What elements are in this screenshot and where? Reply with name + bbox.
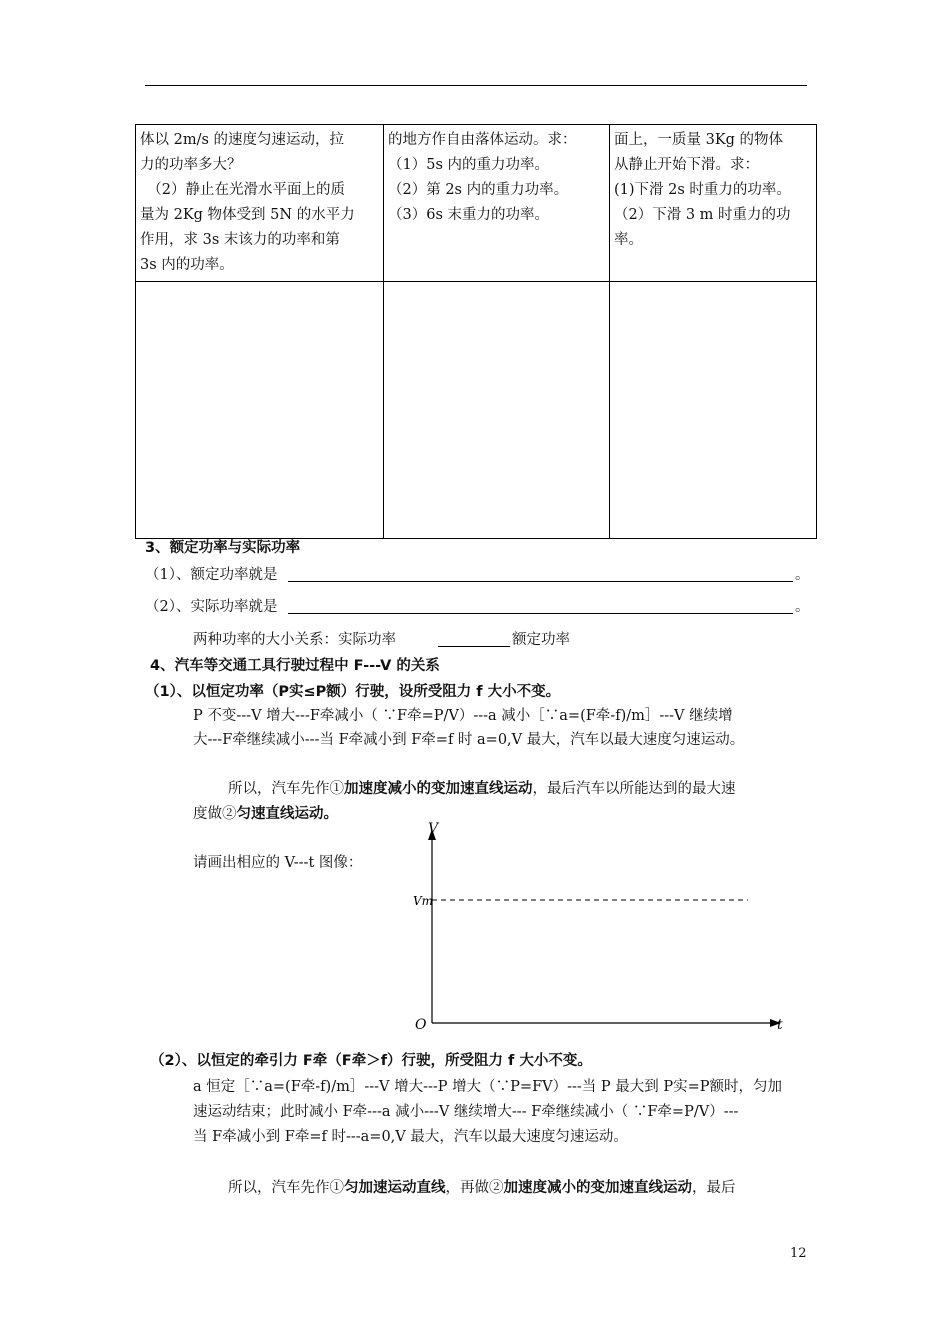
actual-power-label: （2）、实际功率就是 [145, 599, 278, 615]
cell-text: 面上，一质量 3Kg 的物体 [614, 132, 784, 148]
cell-text: 力的功率多大？ [140, 157, 242, 173]
origin-label: O [415, 1017, 427, 1033]
answer-cell-1[interactable] [136, 282, 384, 539]
cell-text: 的地方作自由落体运动。求： [388, 132, 577, 148]
period: 。 [795, 567, 810, 583]
page-number: 12 [790, 1246, 807, 1261]
conclusion-text: ，最后 [692, 1180, 736, 1196]
cell-text: 体以 2m/s 的速度匀速运动，拉 [140, 132, 345, 148]
conclusion-emphasis: 加速度减小的变加速直线运动 [503, 1180, 692, 1196]
t-axis-label: t [777, 1017, 783, 1033]
cell-text: （1）5s 内的重力功率。 [388, 157, 550, 173]
conclusion-emphasis: 加速度减小的变加速直线运动 [344, 781, 533, 797]
vt-graph[interactable] [405, 815, 795, 1040]
problems-table [135, 124, 817, 539]
sub1-line: 大---F牵继续减小---当 F牵减小到 F牵=f 时 a=0,V 最大，汽车以最大速度匀速运动。 [193, 732, 745, 748]
conclusion-emphasis: 匀速直线运动。 [236, 806, 338, 822]
sub2-conclusion [228, 1178, 736, 1198]
problems-row [136, 125, 817, 282]
graph-prompt: 请画出相应的 V---t 图像： [193, 855, 363, 871]
rated-power-blank[interactable] [288, 581, 793, 582]
cell-text: （3）6s 末重力的功率。 [388, 207, 550, 223]
conclusion-text: 度做② [193, 806, 237, 822]
cell-text: 作用，求 3s 末该力的功率和第 [140, 232, 340, 248]
sub1-conclusion-line2 [193, 804, 338, 824]
relation-prefix: 两种功率的大小关系：实际功率 [193, 632, 396, 648]
actual-power-blank[interactable] [288, 613, 793, 614]
cell-text: 3s 内的功率。 [140, 257, 234, 273]
cell-text: （2）第 2s 内的重力功率。 [388, 182, 569, 198]
sub2-line: 速运动结束；此时减小 F牵---a 减小---V 继续增大--- F牵继续减小（ ∵F牵=P/V）--- [193, 1104, 739, 1120]
sub2-line: a 恒定［∵a=(F牵-f)/m］---V 增大---P 增大（∵P=FV）---当 P 最大到 P实=P额时，匀加 [193, 1079, 783, 1095]
vm-label: Vm [413, 894, 434, 908]
conclusion-text: 所以，汽车先作① [228, 781, 344, 797]
sub1-line: P 不变---V 增大---F牵减小（ ∵F牵=P/V）---a 减小［∵a=(F牵-f)/m］---V 继续增 [193, 708, 733, 724]
problem-cell-1 [136, 125, 384, 282]
cell-text: 量为 2Kg 物体受到 5N 的水平力 [140, 207, 355, 223]
section4-heading: 4、汽车等交通工具行驶过程中 F---V 的关系 [150, 658, 440, 674]
answer-cell-3[interactable] [610, 282, 817, 539]
cell-text: (1)下滑 2s 时重力的功率。 [614, 182, 791, 198]
section3-heading: 3、额定功率与实际功率 [145, 540, 301, 556]
answer-row [136, 282, 817, 539]
relation-suffix: 额定功率 [512, 632, 570, 648]
problem-cell-3 [610, 125, 817, 282]
conclusion-text: 所以，汽车先作① [228, 1180, 344, 1196]
conclusion-emphasis: 匀加速运动直线 [344, 1180, 446, 1196]
sub2-heading: （2）、以恒定的牵引力 F牵（F牵＞f）行驶，所受阻力 f 大小不变。 [150, 1053, 592, 1069]
sub2-line: 当 F牵减小到 F牵=f 时---a=0,V 最大，汽车以最大速度匀速运动。 [193, 1129, 628, 1145]
conclusion-text: ，最后汽车以所能达到的最大速 [532, 781, 736, 797]
cell-text: 率。 [614, 232, 643, 248]
period: 。 [795, 599, 810, 615]
relation-blank[interactable] [438, 646, 510, 647]
sub1-heading: （1）、以恒定功率（P实≤P额）行驶，设所受阻力 f 大小不变。 [145, 684, 561, 700]
problem-cell-2 [384, 125, 610, 282]
conclusion-text: ，再做② [445, 1180, 504, 1196]
answer-cell-2[interactable] [384, 282, 610, 539]
rated-power-label: （1）、额定功率就是 [145, 567, 278, 583]
sub1-conclusion [228, 779, 736, 799]
cell-text: （2）下滑 3 m 时重力的功 [614, 207, 791, 223]
cell-text: 从静止开始下滑。求： [614, 157, 759, 173]
header-rule [145, 85, 807, 86]
cell-text: （2）静止在光滑水平面上的质 [140, 182, 345, 198]
v-axis-label: V [428, 821, 439, 837]
